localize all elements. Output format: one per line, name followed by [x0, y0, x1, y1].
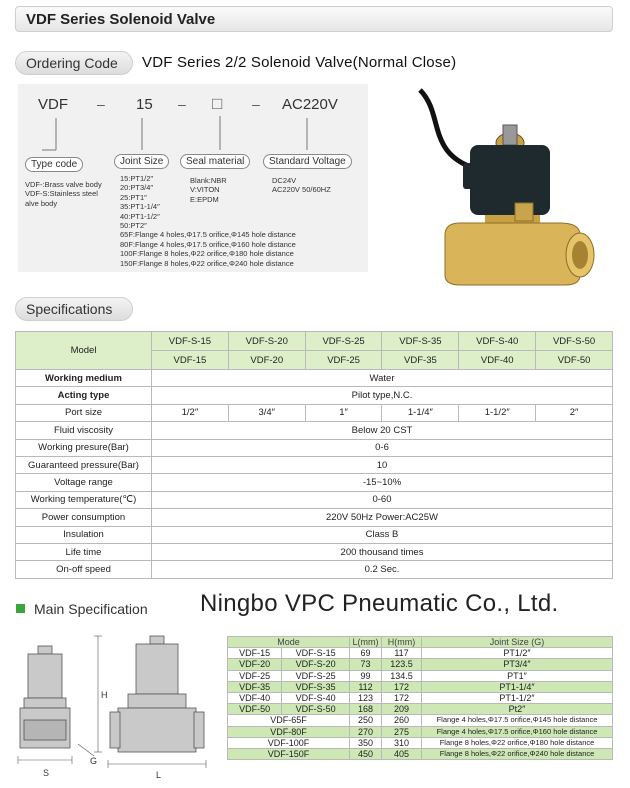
mode-cell: VDF-15	[228, 648, 282, 659]
port-size-cell: 1-1/2″	[459, 404, 536, 421]
l-header: L(mm)	[350, 637, 382, 648]
h-cell: 172	[382, 681, 422, 692]
joint-cell: PT1/2″	[422, 648, 613, 659]
mode-header: Mode	[228, 637, 350, 648]
joint-cell: Flange 8 holes,Φ22 orifice,Φ240 hole distance	[422, 748, 613, 759]
port-size-cell: 2″	[536, 404, 613, 421]
seal-material-tag: Seal material	[180, 154, 250, 169]
solenoid-valve-photo	[385, 85, 605, 290]
spec-label: Fluid viscosity	[16, 422, 152, 439]
l-cell: 270	[350, 726, 382, 737]
h-header: H(mm)	[382, 637, 422, 648]
port-size-cell: 1/2″	[152, 404, 229, 421]
seal-material-text: Blank:NBR V:VITON E:EPDM	[190, 176, 227, 204]
spec-label: Insulation	[16, 526, 152, 543]
spec-value: 0.2 Sec.	[152, 561, 613, 578]
spec-label: Power consumption	[16, 509, 152, 526]
model-header: Model	[16, 332, 152, 370]
joint-size-tag: Joint Size	[114, 154, 169, 169]
h-cell: 172	[382, 692, 422, 703]
code-dash: –	[252, 96, 260, 112]
joint-cell: PT1″	[422, 670, 613, 681]
joint-header: Joint Size (G)	[422, 637, 613, 648]
spec-label: Guaranteed pressure(Bar)	[16, 456, 152, 473]
h-cell: 209	[382, 704, 422, 715]
h-cell: 117	[382, 648, 422, 659]
mode-cell: VDF-20	[228, 659, 282, 670]
mode-cell: VDF-40	[228, 692, 282, 703]
type-code-tag: Type code	[25, 157, 83, 172]
joint-cell: PT3/4″	[422, 659, 613, 670]
l-cell: 73	[350, 659, 382, 670]
model-cell: VDF-20	[228, 351, 305, 370]
model-cell: VDF-50	[536, 351, 613, 370]
joint-cell: PT1-1/2″	[422, 692, 613, 703]
model-cell: VDF-40	[459, 351, 536, 370]
page-title: VDF Series Solenoid Valve	[26, 10, 216, 28]
model-cell: VDF-25	[305, 351, 382, 370]
main-spec-table	[227, 636, 613, 760]
specifications-label: Specifications	[15, 297, 133, 321]
mode-s-cell: VDF-S-35	[282, 681, 350, 692]
joint-cell: PT1-1/4″	[422, 681, 613, 692]
port-size-cell: 3/4″	[228, 404, 305, 421]
code-dash: –	[178, 96, 186, 112]
model-cell: VDF-35	[382, 351, 459, 370]
h-cell: 260	[382, 715, 422, 726]
model-s-cell: VDF-S-50	[536, 332, 613, 351]
joint-cell: Pt2″	[422, 704, 613, 715]
code-part-vdf: VDF	[38, 96, 68, 113]
port-size-cell: 1″	[305, 404, 382, 421]
spec-value: Water	[152, 370, 613, 387]
joint-size-text: 15:PT1/2″ 20:PT3/4″ 25:PT1″ 35:PT1-1/4″ 40:PT1-1/2″ 50:PT2″ 65F:Flange 4 holes,Φ17.5 orifice,Φ145 hole distance 80F:Flange 4 holes,Φ17.5 orifice,Φ160 hole distance 100F:Flange 8 holes,Φ22 orifice,Φ180 hole distance 150F:Flange 8 holes,Φ22 orifice,Φ240 hole distance	[120, 174, 296, 268]
ordering-code-label: Ordering Code	[15, 51, 133, 75]
spec-value: 10	[152, 456, 613, 473]
code-part-voltage: AC220V	[282, 96, 338, 113]
spec-value: -15~10%	[152, 474, 613, 491]
joint-cell: Flange 4 holes,Φ17.5 orifice,Φ145 hole distance	[422, 715, 613, 726]
dim-g-label: G	[90, 756, 98, 766]
h-cell: 123.5	[382, 659, 422, 670]
dim-h-label: H	[101, 690, 108, 700]
main-spec-label: Main Specification	[34, 601, 148, 617]
spec-value: 200 thousand times	[152, 543, 613, 560]
spec-value: 220V 50Hz Power:AC25W	[152, 509, 613, 526]
l-cell: 250	[350, 715, 382, 726]
company-name: Ningbo VPC Pneumatic Co., Ltd.	[200, 590, 559, 617]
dimension-drawing	[10, 632, 222, 784]
h-cell: 310	[382, 737, 422, 748]
mode-s-cell: VDF-S-20	[282, 659, 350, 670]
model-s-cell: VDF-S-25	[305, 332, 382, 351]
spec-label: Working medium	[16, 370, 152, 387]
mode-cell: VDF-35	[228, 681, 282, 692]
spec-value: 0-6	[152, 439, 613, 456]
h-cell: 134.5	[382, 670, 422, 681]
l-cell: 99	[350, 670, 382, 681]
specifications-table	[15, 331, 613, 579]
model-s-cell: VDF-S-35	[382, 332, 459, 351]
model-s-cell: VDF-S-15	[152, 332, 229, 351]
code-part-seal: □	[212, 94, 223, 113]
h-cell: 275	[382, 726, 422, 737]
dim-l-label: L	[156, 770, 162, 780]
code-part-size: 15	[136, 96, 153, 113]
spec-label: Acting type	[16, 387, 152, 404]
mode-s-cell: VDF-S-15	[282, 648, 350, 659]
flange-mode-cell: VDF-100F	[228, 737, 350, 748]
l-cell: 168	[350, 704, 382, 715]
port-size-cell: 1-1/4″	[382, 404, 459, 421]
spec-value: Pilot type,N.C.	[152, 387, 613, 404]
spec-label: Working presure(Bar)	[16, 439, 152, 456]
spec-label: Working temperature(℃)	[16, 491, 152, 508]
h-cell: 405	[382, 748, 422, 759]
flange-mode-cell: VDF-65F	[228, 715, 350, 726]
dim-s-label: S	[43, 768, 50, 778]
spec-label: Life time	[16, 543, 152, 560]
code-dash: –	[97, 96, 105, 112]
green-square-icon	[16, 604, 25, 613]
joint-cell: Flange 4 holes,Φ17.5 orifice,Φ160 hole distance	[422, 726, 613, 737]
mode-s-cell: VDF-S-25	[282, 670, 350, 681]
model-s-cell: VDF-S-40	[459, 332, 536, 351]
l-cell: 123	[350, 692, 382, 703]
mode-s-cell: VDF-S-40	[282, 692, 350, 703]
spec-label: Voltage range	[16, 474, 152, 491]
standard-voltage-text: DC24V AC220V 50/60HZ	[272, 176, 331, 195]
l-cell: 350	[350, 737, 382, 748]
spec-label: Port size	[16, 404, 152, 421]
mode-s-cell: VDF-S-50	[282, 704, 350, 715]
mode-cell: VDF-50	[228, 704, 282, 715]
l-cell: 112	[350, 681, 382, 692]
spec-value: Below 20 CST	[152, 422, 613, 439]
spec-value: 0-60	[152, 491, 613, 508]
model-s-cell: VDF-S-20	[228, 332, 305, 351]
spec-label: On-off speed	[16, 561, 152, 578]
flange-mode-cell: VDF-150F	[228, 748, 350, 759]
mode-cell: VDF-25	[228, 670, 282, 681]
flange-mode-cell: VDF-80F	[228, 726, 350, 737]
model-cell: VDF-15	[152, 351, 229, 370]
standard-voltage-tag: Standard Voltage	[263, 154, 352, 169]
ordering-subtitle: VDF Series 2/2 Solenoid Valve(Normal Close)	[142, 54, 457, 71]
joint-cell: Flange 8 holes,Φ22 orifice,Φ180 hole distance	[422, 737, 613, 748]
l-cell: 69	[350, 648, 382, 659]
type-code-text: VDF-:Brass valve body VDF-S:Stainless steel alve body	[25, 180, 102, 208]
spec-value: Class B	[152, 526, 613, 543]
l-cell: 450	[350, 748, 382, 759]
